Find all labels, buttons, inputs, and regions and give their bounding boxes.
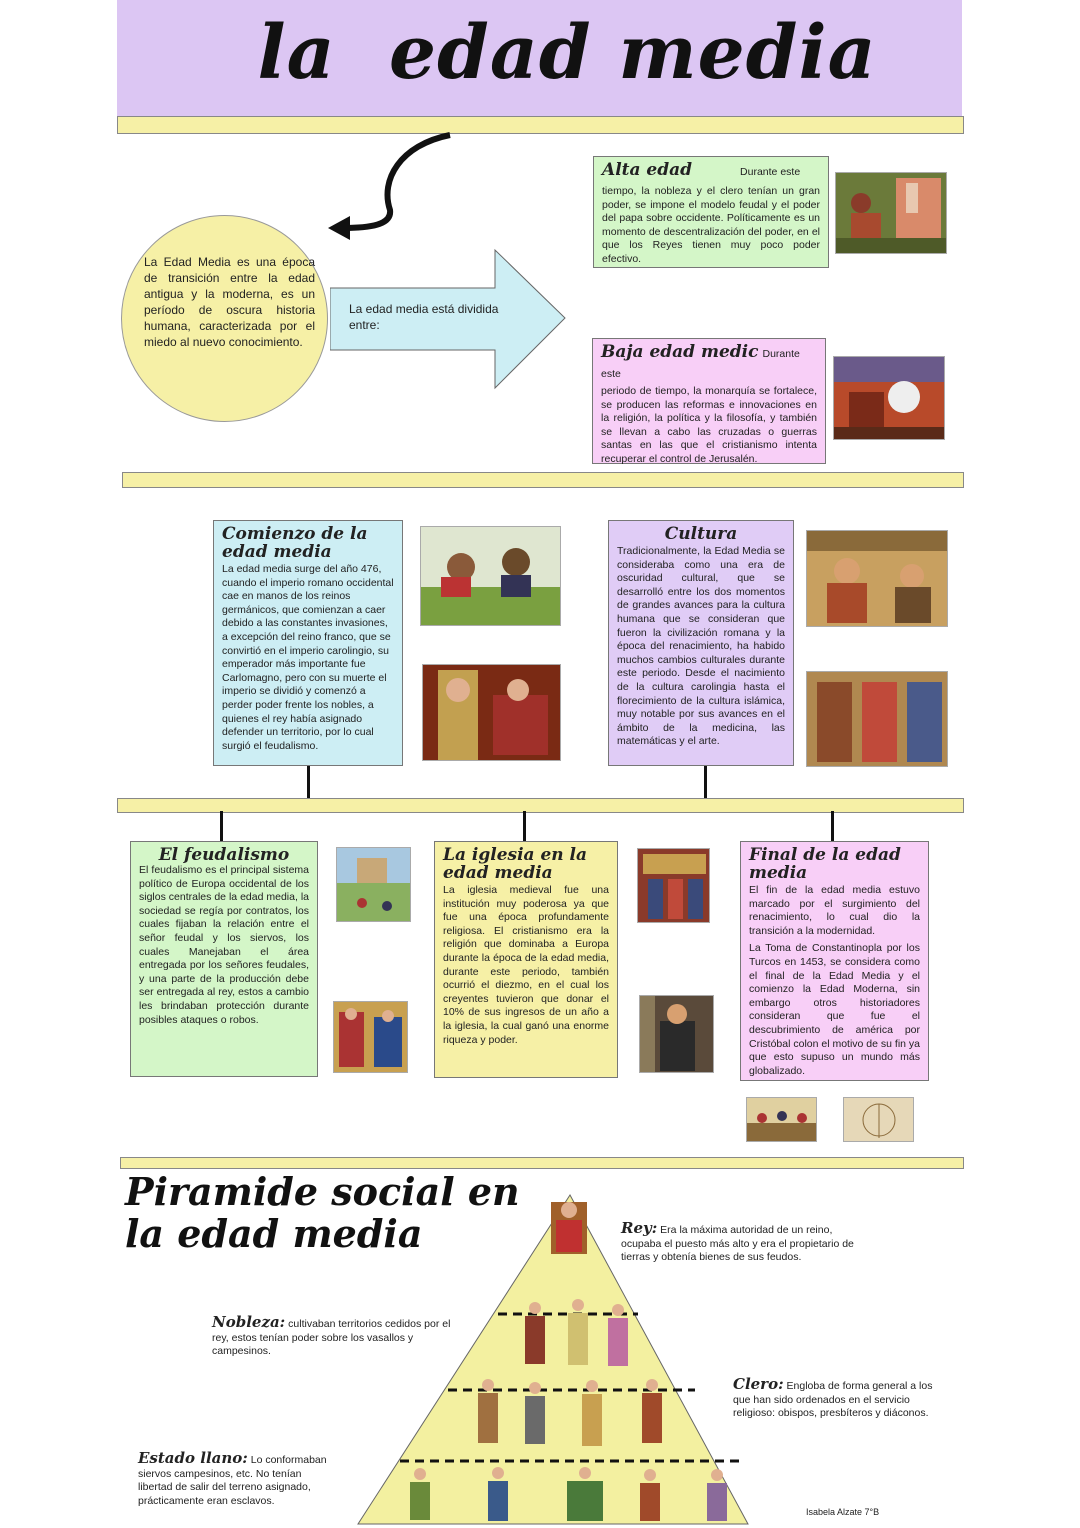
comienzo-box: [213, 520, 403, 766]
baja-edad-title: Baja edad medic: [601, 342, 759, 362]
connector-stem: [307, 766, 310, 798]
feudalismo-title: El feudalismo: [158, 845, 290, 865]
feudalismo-image-2: [333, 1001, 408, 1073]
baja-edad-body: periodo de tiempo, la monarquía se fortalece, se producen las reformas e innovaciones en la religión, la política y la filosofía, y también se llevan a cabo las cruzadas o guerras santas en las que el cristianismo intenta recuperar el control de Jerusalén.: [601, 385, 817, 465]
comienzo-body: La edad media surge del año 476, cuando el imperio romano occidental cae en manos de los reinos germánicos, que comienzan a caer debido a las constantes invasiones, a excepción del reino franco, que se convirtió en el imperio carolingio, su emperador más importante fue Carlomagno, pero con su muerte el imperio se dividió y comenzó a perder poder frente los nobles, a quienes el rey había asignado defender un territorio, por lo cual surgió el feudalismo.: [222, 563, 394, 752]
divider-bar-1: [117, 116, 964, 134]
final-body-1: El fin de la edad media estuvo marcado por el surgimiento del renacimiento, lo cual dio la transición a la modernidad.: [749, 884, 920, 937]
king-figure-icon: [551, 1202, 587, 1254]
baja-edad-image: [833, 356, 945, 440]
piramide-title-line2: la edad media: [125, 1211, 423, 1256]
cultura-body: Tradicionalmente, la Edad Media se consideraba como una era de oscuridad cultural, que se desarrolló entre los dos momentos de grandes avances para la cultura humana que se consideran que fueron la civilización romana y la época del renacimiento, ha habido muchos cambios culturales durante este periodo. Desde el nacimiento de la cultura carolingia hasta el florecimiento de la cultura islámica, muy notable por sus avances en el ámbito de la medicina, las matemáticas y el arte.: [617, 545, 785, 748]
divider-bar-2: [122, 472, 964, 488]
iglesia-box: [434, 841, 618, 1078]
cultura-image-2: [806, 671, 948, 767]
connector-stem: [831, 811, 834, 841]
rey-caption: [621, 1219, 871, 1265]
cultura-box: [608, 520, 794, 766]
cultura-image-1: [806, 530, 948, 627]
final-image-1: [746, 1097, 817, 1142]
iglesia-image-2: [639, 995, 714, 1073]
connector-stem: [523, 811, 526, 841]
piramide-title-line1: Piramide social en: [125, 1169, 520, 1214]
alta-edad-image: [835, 172, 947, 254]
alta-edad-lead: Durante este: [740, 166, 801, 178]
cultura-title: Cultura: [664, 524, 738, 544]
feudalismo-body: El feudalismo es el principal sistema político de Europa occidental de los siglos centrales de la edad media, la sociedad se regía por contratos, los cuales fijaban la relación entre el señor feudal y los siervos, los cuales Manejaban el área entregada por los señores feudales, y una parte de la producción debe ser entregada al rey, estos a cambio les brindaban protección durante posibles ataques o robos.: [139, 864, 309, 1026]
clero-label: Clero:: [733, 1375, 784, 1393]
estado-caption: [138, 1449, 333, 1508]
final-title: Final de la edad media: [749, 845, 901, 883]
baja-edad-box: [592, 338, 826, 464]
comienzo-image-1: [420, 526, 561, 626]
arrow-text: La edad media está dividida entre:: [349, 302, 499, 332]
connector-stem: [220, 811, 223, 841]
alta-edad-box: [593, 156, 829, 268]
final-image-2: [843, 1097, 914, 1142]
comienzo-image-2: [422, 664, 561, 761]
curved-arrow-icon: [320, 130, 460, 245]
timeline-bar: [117, 798, 964, 813]
connector-stem: [704, 766, 707, 798]
comienzo-title: Comienzo de la edad media: [222, 524, 368, 562]
clero-text: Engloba de forma general a los que han sido ordenados en el servicio religioso: obispos, presbíteros y diáconos.: [733, 1380, 933, 1419]
final-box: [740, 841, 929, 1081]
iglesia-body: La iglesia medieval fue una institución muy poderosa ya que fue una época profundamente religiosa. El cristianismo era la religión que dominaba a Europa durante la época de la edad media, durante este periodo, también ocurrió el diezmo, en el cual los creyentes tuvieron que donar el 10% de sus ingresos de un año a la iglesia, la cual ganó una enorme riqueza y poder.: [443, 884, 609, 1046]
iglesia-title: La iglesia en la edad media: [443, 845, 588, 883]
iglesia-image-1: [637, 848, 710, 923]
divider-bar-3: [120, 1157, 964, 1169]
nobleza-text: cultivaban territorios cedidos por el rey, estos tenían poder sobre los vasallos y campesinos.: [212, 1318, 451, 1357]
author-signature: Isabela Alzate 7°B: [806, 1507, 880, 1517]
page-title: la edad media: [257, 10, 877, 96]
nobleza-caption: [212, 1313, 452, 1359]
intro-circle-text: La Edad Media es una época de transición entre la edad antigua y la moderna, es un período de oscura historia humana, caracterizada por el miedo al nuevo conocimiento.: [144, 255, 315, 349]
rey-text: Era la máxima autoridad de un reino, ocupaba el puesto más alto y era el propietario de tierras y obtenía bienes de sus feudos.: [621, 1224, 854, 1263]
feudalismo-image-1: [336, 847, 411, 922]
alta-edad-body: tiempo, la nobleza y el clero tenían un gran poder, se impone el modelo feudal y el poder del papa sobre occidente. Políticamente es un momento de descentralización del poder, en el que los Reyes tienen muy poco poder efectivo.: [602, 185, 820, 265]
feudalismo-box: [130, 841, 318, 1077]
alta-edad-title: Alta edad: [602, 160, 693, 180]
clero-caption: [733, 1375, 943, 1421]
nobility-figures-icon: [525, 1299, 628, 1366]
final-body-2: La Toma de Constantinopla por los Turcos en 1453, se considera como el final de la Edad Media y el comienzo la Edad Moderna, sin embargo otros historiadores consideran que fue el descubrimiento de américa por Cristóbal colon el motivo de su fin ya que esto supuso un mundo más globalizado.: [749, 942, 920, 1077]
nobleza-label: Nobleza:: [212, 1313, 286, 1331]
estado-label: Estado llano:: [138, 1449, 248, 1467]
estado-text: Lo conformaban siervos campesinos, etc. No tenían libertad de salir del terreno asignado, prácticamente eran esclavos.: [138, 1454, 327, 1507]
rey-label: Rey:: [621, 1219, 658, 1237]
baja-edad-lead: Durante este: [601, 348, 800, 380]
